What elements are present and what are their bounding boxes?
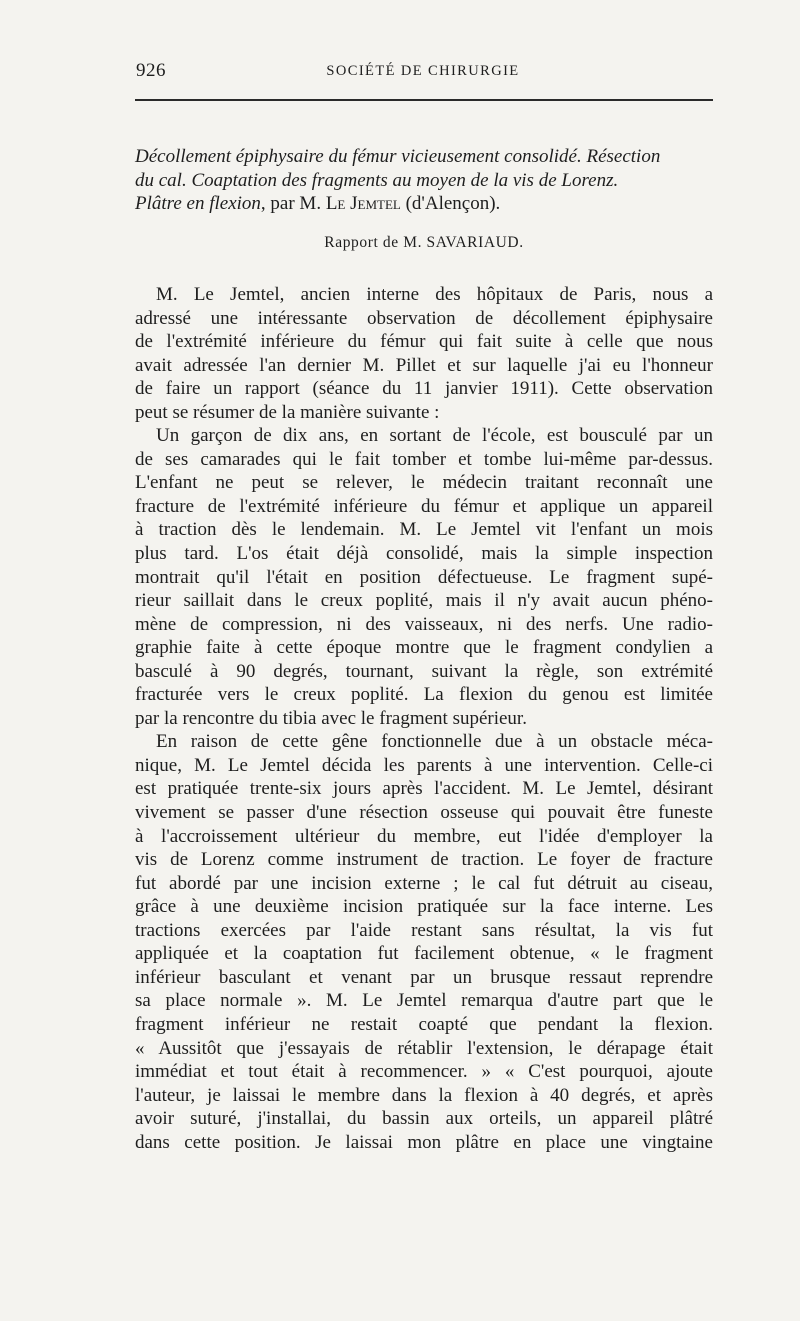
title-line: du cal. Coaptation des fragments au moyen de la vis de Lorenz. [135, 169, 619, 191]
report-heading: Rapport de M. SAVARIAUD. [324, 234, 524, 251]
body-line: fragment inférieur ne restait coapté que pendant la flexion. [135, 1013, 713, 1035]
body-line: basculé à 90 degrés, tournant, suivant la règle, son extrémité [135, 660, 713, 682]
body-line: avoir suturé, j'installai, du bassin aux orteils, un appareil plâtré [135, 1108, 713, 1130]
body-line: montrait qu'il l'était en position défectueuse. Le fragment supé- [135, 566, 713, 588]
body-line: peut se résumer de la manière suivante : [135, 401, 440, 423]
body-line: adressé une intéressante observation de décollement épiphysaire [135, 307, 713, 329]
body-line: sa place normale ». M. Le Jemtel remarqua d'autre part que le [135, 990, 713, 1012]
body-line: Un garçon de dix ans, en sortant de l'école, est bousculé par un [156, 425, 713, 447]
body-line: vis de Lorenz comme instrument de traction. Le foyer de fracture [135, 849, 713, 871]
article-title [135, 145, 713, 216]
journal-title: SOCIÉTÉ DE CHIRURGIE [326, 63, 520, 79]
body-line: grâce à une deuxième incision pratiquée sur la face interne. Les [135, 896, 713, 918]
title-line [135, 192, 713, 216]
header-rule [135, 99, 713, 101]
page-number: 926 [136, 60, 166, 81]
body-line: L'enfant ne peut se relever, le médecin traitant reconnaît une [135, 472, 713, 494]
title-by: , par M. [260, 193, 326, 214]
body-line: dans cette position. Je laissai mon plâtre en place une vingtaine [135, 1131, 713, 1153]
body-line: à traction dès le lendemain. M. Le Jemtel vit l'enfant un mois [135, 519, 713, 541]
body-line: appliquée et la coaptation fut facilement obtenue, « le fragment [135, 943, 713, 965]
body-line: à l'accroissement ultérieur du membre, eut l'idée d'employer la [135, 825, 713, 847]
body-line: est pratiquée trente-six jours après l'accident. M. Le Jemtel, désirant [135, 778, 713, 800]
running-header [133, 60, 713, 86]
body-line: de l'extrémité inférieure du fémur qui fait suite à celle que nous [135, 331, 713, 353]
body-line: fracturée vers le creux poplité. La flexion du genou est limitée [135, 684, 713, 706]
body-line: avait adressée l'an dernier M. Pillet et sur laquelle j'ai eu l'honneur [135, 354, 713, 376]
body-line: vivement se passer d'une résection osseuse qui pouvait être funeste [135, 802, 713, 824]
body-text [135, 283, 713, 1154]
body-line: immédiat et tout était à recommencer. » « C'est pourquoi, ajoute [135, 1061, 713, 1083]
body-line: M. Le Jemtel, ancien interne des hôpitaux de Paris, nous a [156, 284, 713, 305]
body-line: par la rencontre du tibia avec le fragment supérieur. [135, 707, 527, 729]
body-line: rieur saillait dans le creux poplité, mais il n'y avait aucun phéno- [135, 590, 713, 612]
title-italic-part: Plâtre en flexion [135, 193, 261, 214]
body-line: tractions exercées par l'aide restant sans résultat, la vis fut [135, 919, 713, 941]
body-line: inférieur basculant et venant par un brusque ressaut reprendre [135, 966, 713, 988]
title-line: Décollement épiphysaire du fémur vicieusement consolidé. Résection [135, 146, 661, 167]
title-author: Le Jemtel [325, 193, 401, 214]
body-line: fut abordé par une incision externe ; le cal fut détruit au ciseau, [135, 872, 713, 894]
body-line: plus tard. L'os était déjà consolidé, mais la simple inspection [135, 543, 713, 565]
body-line: de ses camarades qui le fait tomber et tombe lui-même par-dessus. [135, 448, 713, 470]
body-line: de faire un rapport (séance du 11 janvier 1911). Cette observation [135, 378, 713, 400]
body-line: l'auteur, je laissai le membre dans la flexion à 40 degrés, et après [135, 1084, 713, 1106]
body-line: mène de compression, ni des vaisseaux, ni des nerfs. Une radio- [135, 613, 713, 635]
body-line: graphie faite à cette époque montre que le fragment condylien a [135, 637, 713, 659]
body-line: nique, M. Le Jemtel décida les parents à une intervention. Celle-ci [135, 754, 713, 776]
body-line: En raison de cette gêne fonctionnelle due à un obstacle méca- [156, 731, 713, 753]
title-place: (d'Alençon). [400, 193, 501, 214]
body-line: « Aussitôt que j'essayais de rétablir l'extension, le dérapage était [135, 1037, 713, 1059]
body-line: fracture de l'extrémité inférieure du fémur et applique un appareil [135, 495, 713, 517]
